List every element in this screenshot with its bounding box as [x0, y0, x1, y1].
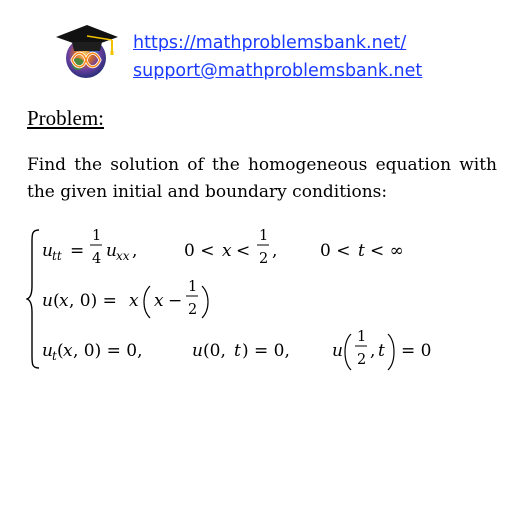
website-link[interactable]: https://mathproblemsbank.net/	[133, 33, 407, 53]
svg-text:tt: tt	[52, 249, 62, 263]
svg-text:2: 2	[259, 251, 269, 267]
system-brace	[27, 230, 39, 368]
svg-text:x: x	[154, 291, 164, 311]
svg-text:=: =	[70, 241, 85, 261]
header	[0, 0, 522, 90]
svg-text:1: 1	[259, 228, 269, 244]
svg-text:(0,: (0,	[203, 341, 226, 361]
svg-text:u: u	[332, 341, 343, 361]
header-links	[133, 29, 422, 85]
svg-text:t: t	[52, 349, 57, 363]
svg-text:, 0) = 0,: , 0) = 0,	[73, 341, 143, 361]
svg-text:x: x	[222, 241, 232, 261]
svg-text:t: t	[378, 341, 385, 361]
support-email-link[interactable]: support@mathproblemsbank.net	[133, 61, 423, 81]
svg-text:−: −	[168, 291, 183, 311]
svg-text:= 0: = 0	[401, 341, 432, 361]
svg-text:u: u	[42, 341, 53, 361]
svg-text:2: 2	[357, 352, 367, 368]
svg-text:4: 4	[92, 251, 102, 267]
svg-text:,: ,	[370, 341, 376, 361]
svg-text:<: <	[236, 241, 251, 261]
svg-text:,: ,	[132, 241, 138, 261]
boundary-conditions	[42, 329, 431, 370]
graduation-cap-logo-icon	[54, 20, 120, 82]
svg-text:1: 1	[188, 279, 198, 295]
svg-text:1: 1	[92, 228, 102, 244]
svg-text:,: ,	[272, 241, 278, 261]
svg-text:(: (	[53, 291, 60, 311]
svg-text:) = 0,: ) = 0,	[242, 341, 290, 361]
equation-system	[26, 224, 446, 374]
svg-text:0 <: 0 <	[184, 241, 215, 261]
svg-text:u: u	[42, 291, 53, 311]
svg-text:, 0) =: , 0) =	[69, 291, 117, 311]
svg-text:(: (	[57, 341, 64, 361]
svg-text:< ∞: < ∞	[370, 241, 404, 261]
problem-title: Problem:	[27, 106, 104, 130]
svg-text:0 <: 0 <	[320, 241, 351, 261]
problem-statement: Find the solution of the homogeneous equation with the given initial and boundary conditions:	[27, 155, 497, 202]
svg-text:2: 2	[188, 302, 198, 318]
svg-text:x: x	[59, 291, 69, 311]
pde-equation	[42, 228, 404, 267]
svg-text:u: u	[106, 241, 117, 261]
svg-text:1: 1	[357, 329, 367, 345]
svg-text:t: t	[234, 341, 241, 361]
svg-text:xx: xx	[116, 249, 130, 263]
svg-text:t: t	[358, 241, 365, 261]
svg-text:u: u	[192, 341, 203, 361]
svg-text:x: x	[129, 291, 139, 311]
svg-text:u: u	[42, 241, 53, 261]
svg-text:x: x	[63, 341, 73, 361]
initial-condition	[42, 279, 208, 318]
